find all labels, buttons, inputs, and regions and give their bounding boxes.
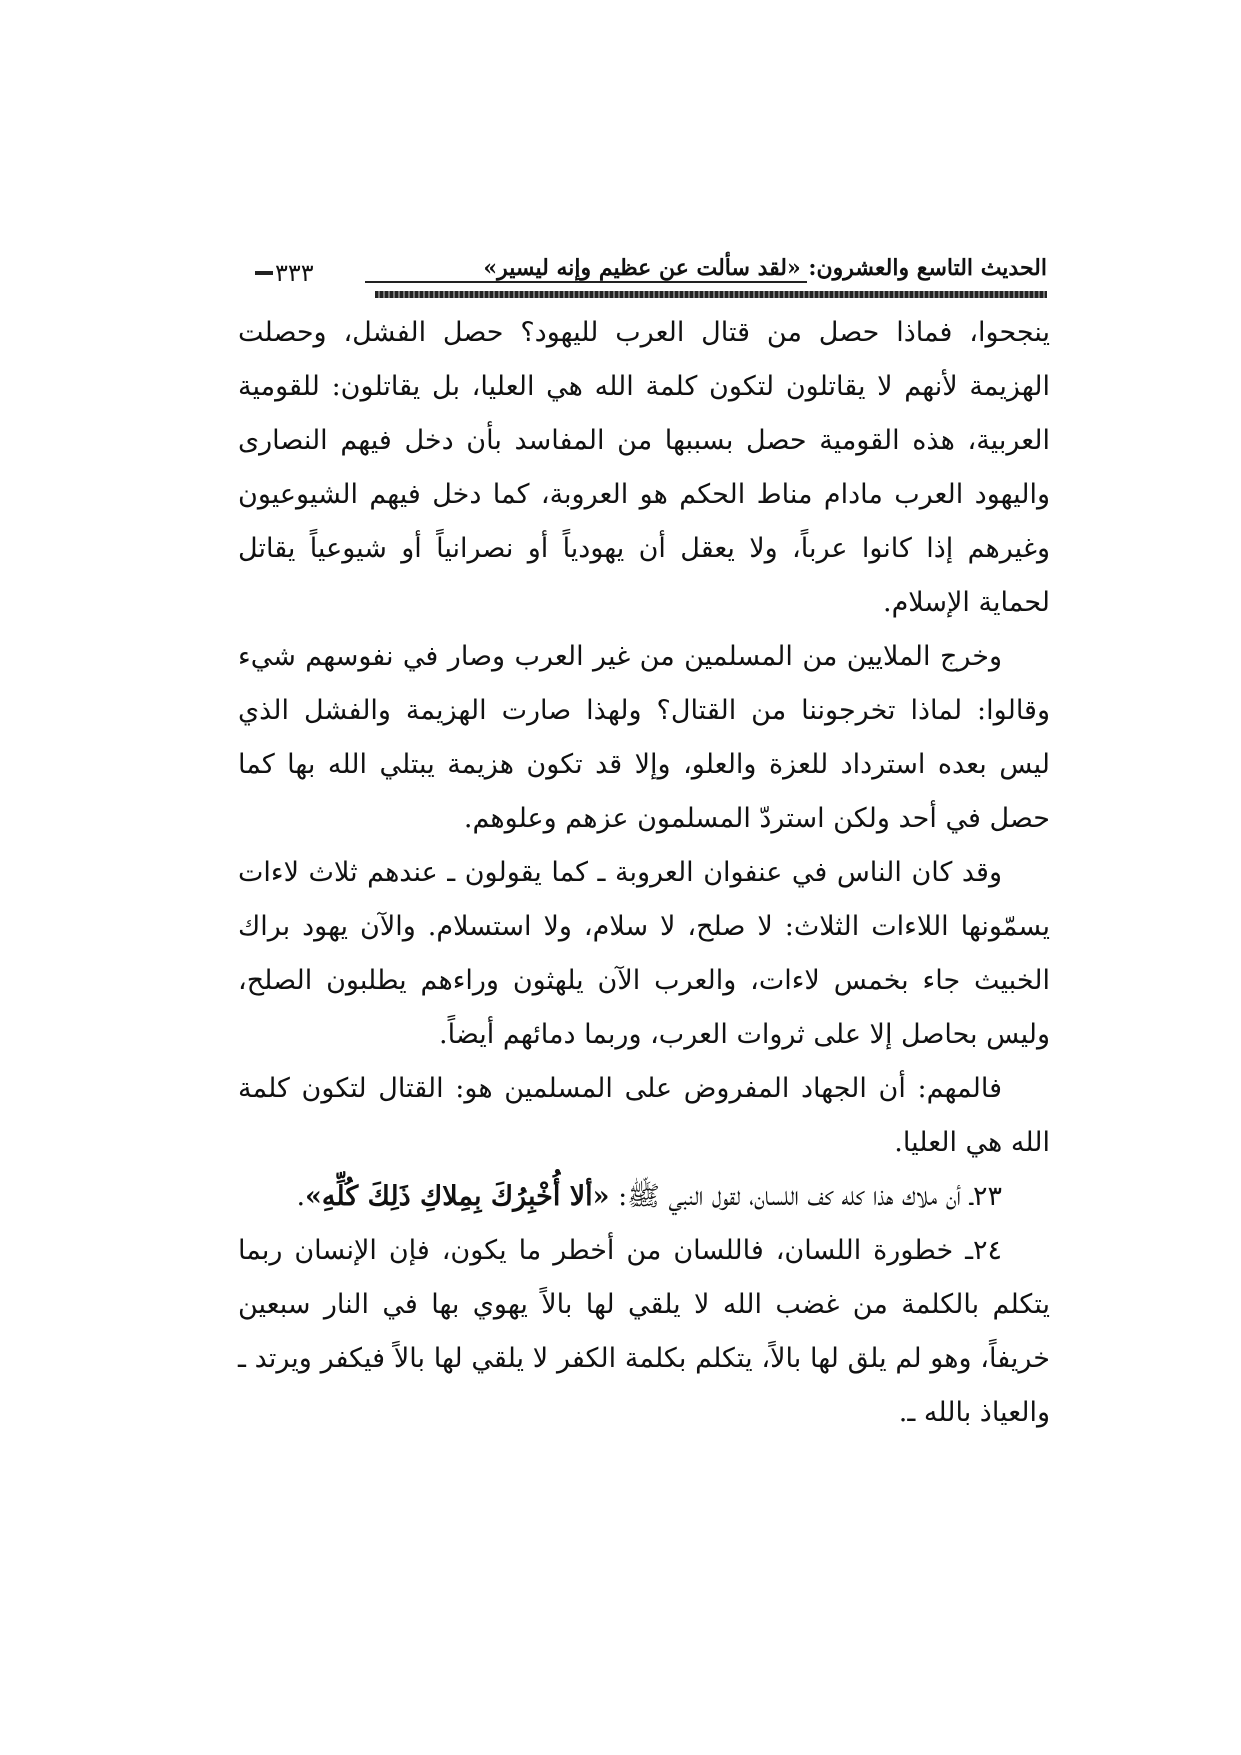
body-text — [238, 306, 1050, 1440]
header-rule — [375, 291, 1047, 298]
paragraph-4: فالمهم: أن الجهاد المفروض على المسلمين هو: القتال لتكون كلمة الله هي العليا. — [238, 1073, 1050, 1158]
paragraph-5-text: ٢٣ـ أن ملاك هذا كله كف اللسان، لقول النبي ﷺ: — [609, 1181, 1002, 1212]
paragraph-3: وقد كان الناس في عنفوان العروبة ـ كما يقولون ـ عندهم ثلاث لاءات يسمّونها اللاءات الثلاث: لا صلح، لا سلام، ولا استسلام. والآن يهود براك الخبيث جاء بخمس لاءات، والعرب الآن يلهثون وراءهم يطلبون الصلح، وليس بحاصل إلا على ثروات العرب، وربما دمائهم أيضاً. — [238, 857, 1050, 1050]
paragraph-2: وخرج الملايين من المسلمين من غير العرب وصار في نفوسهم شيء وقالوا: لماذا تخرجوننا من القتال؟ ولهذا صارت الهزيمة والفشل الذي ليس بعده استرداد للعزة والعلو، وإلا قد تكون هزيمة يبتلي الله بها كما حصل في أحد ولكن استردّ المسلمون عزهم وعلوهم. — [238, 641, 1050, 834]
paragraph-5-end: . — [296, 1181, 306, 1212]
paragraph-1: ينجحوا، فماذا حصل من قتال العرب لليهود؟ حصل الفشل، وحصلت الهزيمة لأنهم لا يقاتلون لتكون كلمة الله هي العليا، بل يقاتلون: للقومية العربية، هذه القومية حصل بسببها من المفاسد بأن دخل فيهم النصارى واليهود العرب مادام مناط الحكم هو العروبة، كما دخل فيهم الشيوعيون وغيرهم إذا كانوا عرباً، ولا يعقل أن يهودياً أو نصرانياً أو شيوعياً يقاتل لحماية الإسلام. — [238, 317, 1050, 618]
page-number-rule — [255, 271, 273, 275]
paragraph-5 — [238, 1170, 1050, 1224]
header-title: الحديث التاسع والعشرون: «لقد سألت عن عظيم وإنه ليسير» — [483, 255, 1047, 281]
hadith-quote: «ألا أُخْبِرُكَ بِمِلاكِ ذَلِكَ كُلِّهِ» — [305, 1181, 610, 1212]
running-header — [255, 255, 1047, 301]
header-divider — [365, 281, 807, 283]
paragraph-6: ٢٤ـ خطورة اللسان، فاللسان من أخطر ما يكون، فإن الإنسان ربما يتكلم بالكلمة من غضب الله لا يلقي لها بالاً يهوي بها في النار سبعين خريفاً، وهو لم يلق لها بالاً، يتكلم بكلمة الكفر لا يلقي لها بالاً فيكفر ويرتد ـ والعياذ بالله ـ. — [238, 1235, 1050, 1428]
page-number: ٣٣٣ — [275, 259, 314, 287]
